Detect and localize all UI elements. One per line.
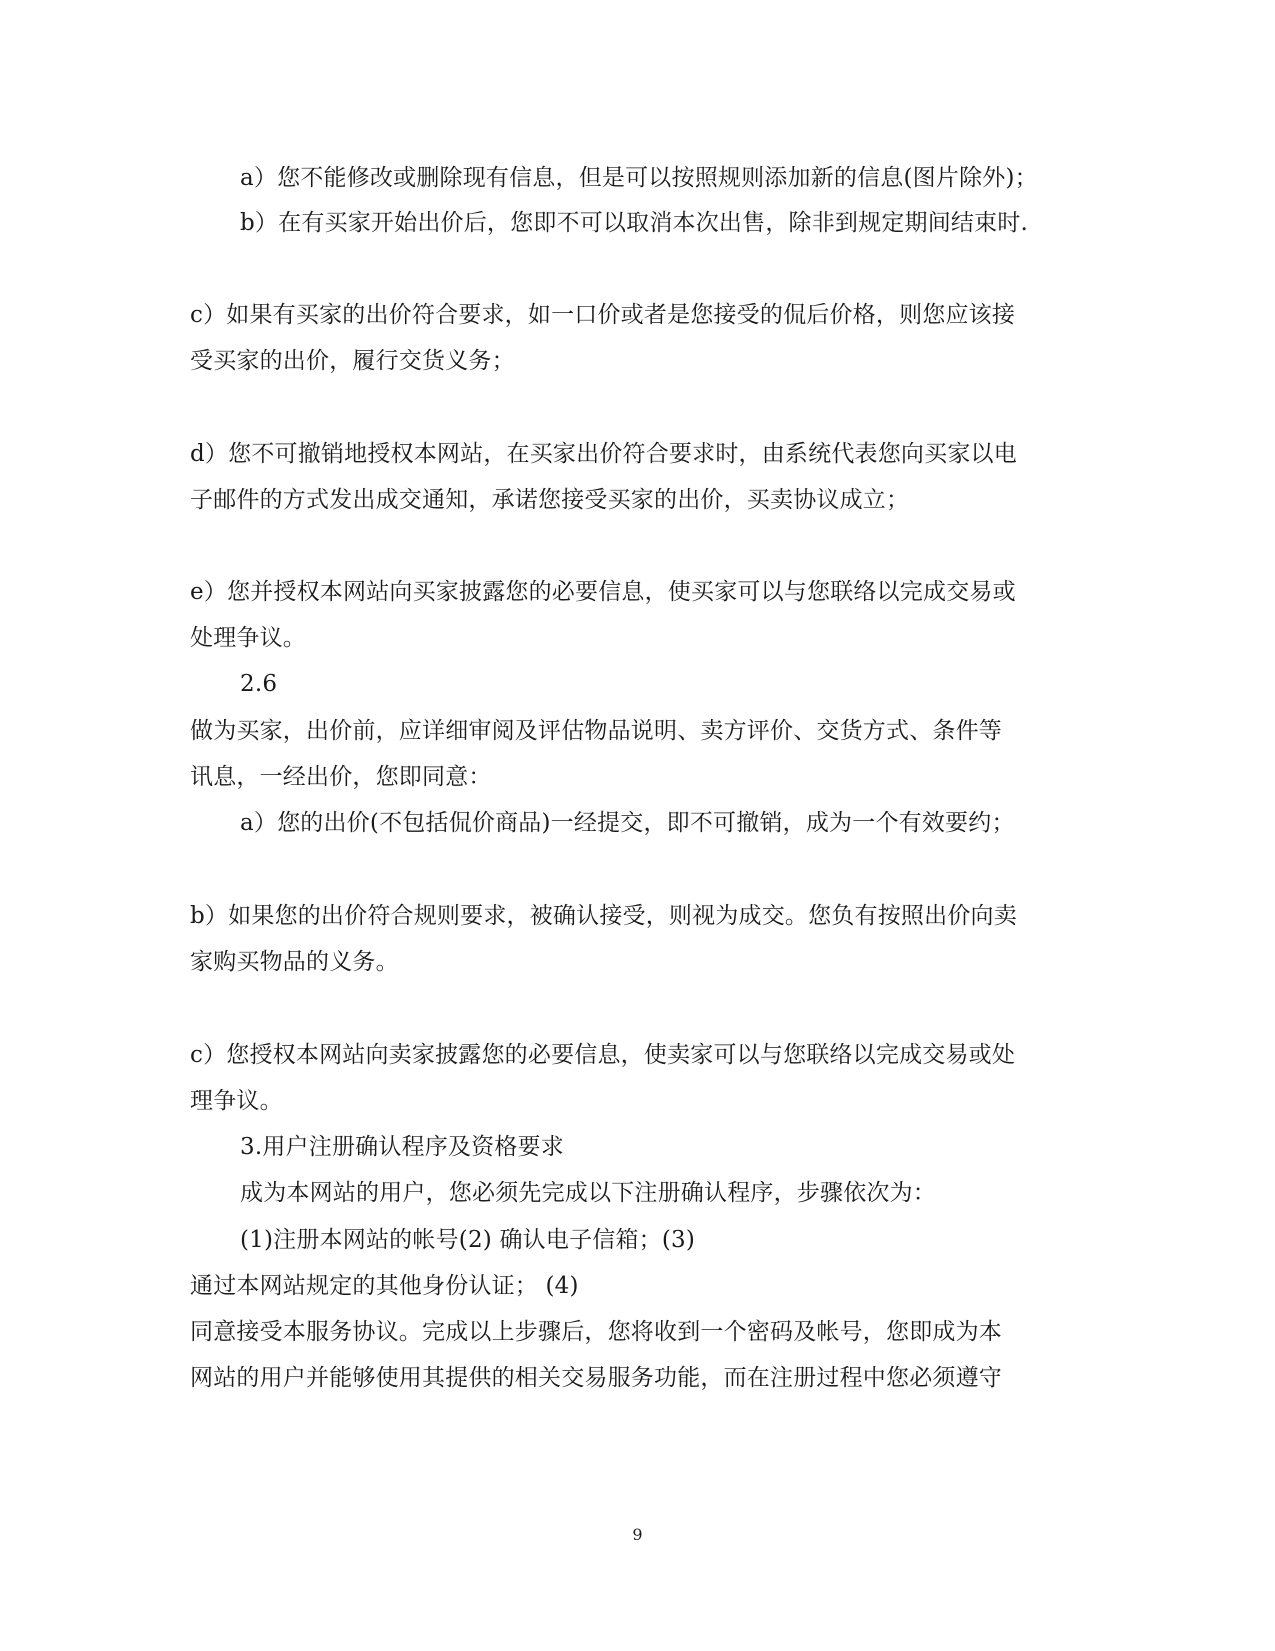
text-line: 同意接受本服务协议。完成以上步骤后，您将收到一个密码及帐号，您即成为本 [190, 1319, 1002, 1345]
text-line: 讯息，一经出价，您即同意： [190, 764, 492, 790]
text-line: 网站的用户并能够使用其提供的相关交易服务功能，而在注册过程中您必须遵守 [190, 1365, 1002, 1391]
text-line: 通过本网站规定的其他身份认证； (4) [190, 1273, 579, 1299]
text-line: 成为本网站的用户，您必须先完成以下注册确认程序，步骤依次为： [240, 1180, 936, 1206]
text-line: 做为买家，出价前，应详细审阅及评估物品说明、卖方评价、交货方式、条件等 [190, 718, 1002, 744]
text-line: 子邮件的方式发出成交通知，承诺您接受买家的出价，买卖协议成立； [190, 487, 910, 513]
section-heading: 3.用户注册确认程序及资格要求 [240, 1134, 564, 1160]
section-number: 2.6 [240, 671, 278, 697]
text-line: 理争议。 [190, 1088, 283, 1114]
text-line: (1)注册本网站的帐号(2) 确认电子信箱；(3) [240, 1227, 696, 1253]
text-line: b）如果您的出价符合规则要求，被确认接受，则视为成交。您负有按照出价向卖 [190, 903, 1017, 929]
text-line: a）您的出价(不包括侃价商品)一经提交，即不可撤销，成为一个有效要约； [240, 810, 1015, 836]
text-line: 处理争议。 [190, 625, 306, 651]
text-line: c）您授权本网站向卖家披露您的必要信息，使卖家可以与您联络以完成交易或处 [190, 1042, 1016, 1068]
text-line: 受买家的出价，履行交货义务； [190, 348, 515, 374]
text-line: d）您不可撤销地授权本网站，在买家出价符合要求时，由系统代表您向买家以电 [190, 441, 1017, 467]
text-line: 家购买物品的义务。 [190, 949, 399, 975]
text-line: a）您不能修改或删除现有信息，但是可以按照规则添加新的信息(图片除外)； [240, 165, 1038, 191]
text-line: c）如果有买家的出价符合要求，如一口价或者是您接受的侃后价格，则您应该接 [190, 302, 1016, 328]
page-number: 9 [632, 1525, 643, 1544]
text-line: e）您并授权本网站向买家披露您的必要信息，使买家可以与您联络以完成交易或 [190, 579, 1016, 605]
text-line: b）在有买家开始出价后，您即不可以取消本次出售，除非到规定期间结束时. [240, 210, 1029, 236]
